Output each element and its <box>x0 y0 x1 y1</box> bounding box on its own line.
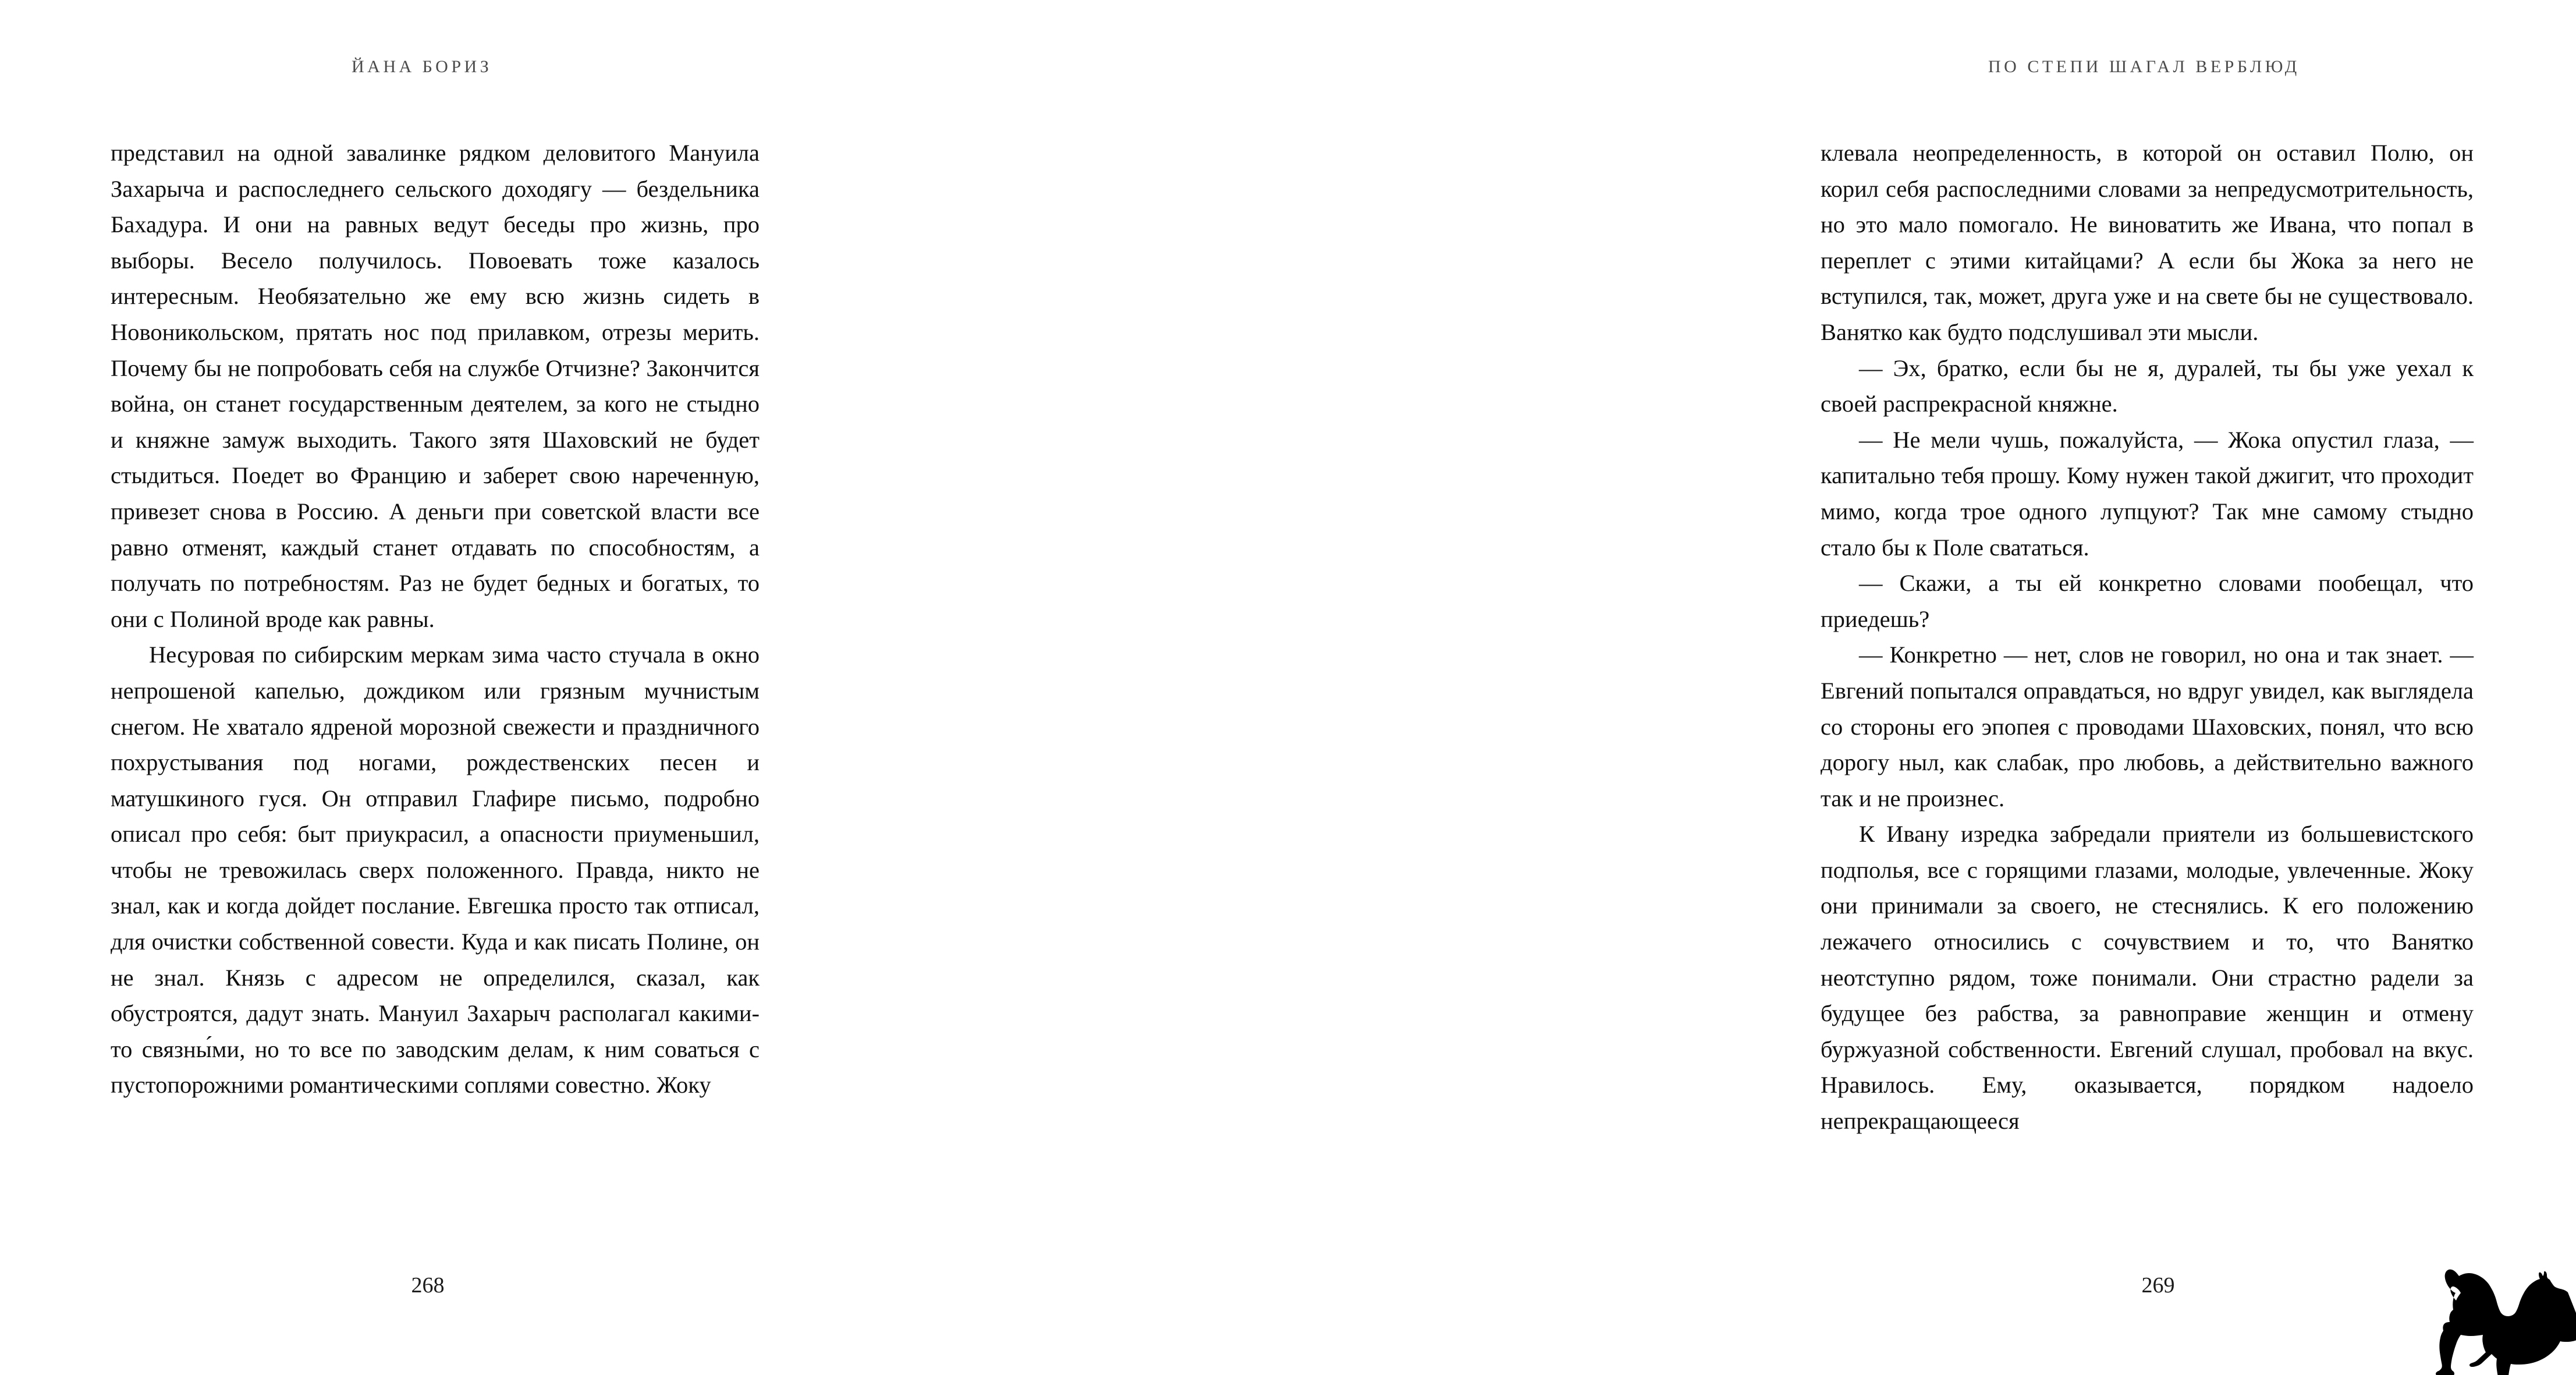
left-page-textblock <box>111 135 760 1103</box>
dialogue-paragraph: — Эх, братко, если бы не я, дуралей, ты бы уже уехал к своей распрекрасной княжне. <box>1821 355 2474 417</box>
left-page <box>0 0 859 1375</box>
dialogue-paragraph: — Конкретно — нет, слов не говорил, но она и так знает. — Евгений попытался оправдаться, но вдруг увидел, как выглядела со стороны его эпопея с проводами Шаховских, понял, что всю дорогу ныл, как слабак, про любовь, а действительно важного так и не произнес. <box>1821 642 2474 811</box>
page-number: 268 <box>411 1273 445 1298</box>
paragraph: Несуровая по сибирским меркам зима часто стучала в окно непрошеной капелью, дождиком или грязным мучнистым снегом. Не хватало ядреной морозной свежести и праздничного похрустывания под ногами, рождественских песен и матушкиного гуся. Он отправил Глафире письмо, подробно описал про себя: быт приукрасил, а опасности приуменьшил, чтобы не тревожилась сверх положенного. Правда, никто не знал, как и когда дойдет послание. Евгешка просто так отписал, для очистки собственной совести. Куда и как писать Полине, он не знал. Князь с адресом не определился, сказал, как обустроятся, дадут знать. Мануил Захарыч располагал какими-то связны́ми, но то все по заводским делам, к ним соваться с пустопорожними романтическими соплями совестно. Жоку <box>111 642 760 1098</box>
right-page-textblock <box>1821 135 2474 1139</box>
camel-icon <box>2430 1250 2576 1375</box>
running-head-author: ЙАНА БОРИЗ <box>352 57 492 76</box>
paragraph: представил на одной завалинке рядком деловитого Мануила Захарыча и распоследнего сельского доходягу — бездельника Бахадура. И они на равных ведут беседы про жизнь, про выборы. Весело получилось. Повоевать тоже казалось интересным. Необязательно же ему всю жизнь сидеть в Новоникольском, прятать нос под прилавком, отрезы мерить. Почему бы не попробовать себя на службе Отчизне? Закончится война, он станет государственным деятелем, за кого не стыдно и княжне замуж выходить. Такого зятя Шаховский не будет стыдиться. Поедет во Францию и заберет свою нареченную, привезет снова в Россию. А деньги при советской власти все равно отменят, каждый станет отдавать по способностям, а получать по потребностям. Раз не будет бедных и богатых, то они с Полиной вроде как равны. <box>111 140 760 632</box>
page-number: 269 <box>2141 1273 2175 1298</box>
running-head-title: ПО СТЕПИ ШАГАЛ ВЕРБЛЮД <box>1988 57 2300 76</box>
dialogue-paragraph: — Не мели чушь, пожалуйста, — Жока опустил глаза, — капитально тебя прошу. Кому нужен такой джигит, что проходит мимо, когда трое одного лупцуют? Так мне самому стыдно стало бы к Поле свататься. <box>1821 426 2474 561</box>
dialogue-paragraph: — Скажи, а ты ей конкретно словами пообещал, что приедешь? <box>1821 570 2474 632</box>
paragraph: К Ивану изредка забредали приятели из большевистского подполья, все с горящими глазами, молодые, увлеченные. Жоку они принимали за своего, не стеснялись. К его положению лежачего относились с сочувствием и то, что Ванятко неотступно рядом, тоже понимали. Они страстно радели за будущее без рабства, за равноправие женщин и отмену буржуазной собственности. Евгений слушал, пробовал на вкус. Нравилось. Ему, оказывается, порядком надоело непрекращающееся <box>1821 821 2474 1135</box>
paragraph: клевала неопределенность, в которой он оставил Полю, он корил себя распоследними словами за непредусмотрительность, но это мало помогало. Не виноватить же Ивана, что попал в переплет с этими китайцами? А если бы Жока за него не вступился, так, может, друга уже и на свете бы не существовало. Ванятко как будто подслушивал эти мысли. <box>1821 140 2474 345</box>
right-page <box>859 0 2474 1375</box>
